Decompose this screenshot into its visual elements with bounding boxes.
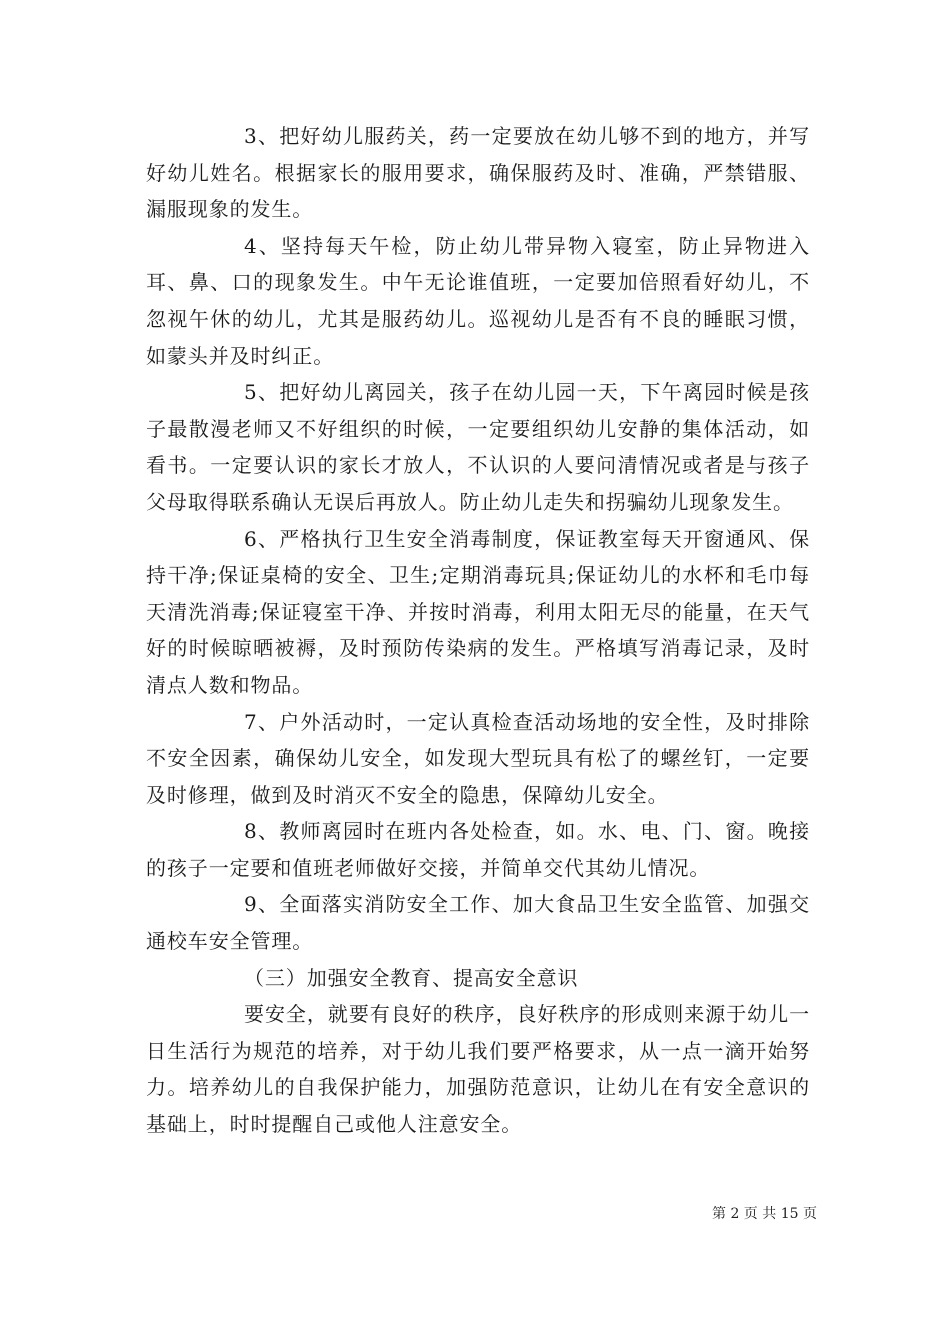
document-body: [146, 118, 810, 1143]
paragraph-item-8: 8、教师离园时在班内各处检查，如。水、电、门、窗。晚接的孩子一定要和值班老师做好交接，并简单交代其幼儿情况。: [146, 819, 810, 880]
paragraph-safety-education: 要安全，就要有良好的秩序，良好秩序的形成则来源于幼儿一日生活行为规范的培养，对于幼儿我们要严格要求，从一点一滴开始努力。培养幼儿的自我保护能力，加强防范意识，让幼儿在有安全意识的基础上，时时提醒自己或他人注意安全。: [146, 1002, 810, 1137]
paragraph-item-3: 3、把好幼儿服药关，药一定要放在幼儿够不到的地方，并写好幼儿姓名。根据家长的服用要求，确保服药及时、准确，严禁错服、漏服现象的发生。: [146, 124, 810, 222]
paragraph-item-6: 6、严格执行卫生安全消毒制度，保证教室每天开窗通风、保持干净;保证桌椅的安全、卫生;定期消毒玩具;保证幼儿的水杯和毛巾每天清洗消毒;保证寝室干净、并按时消毒，利用太阳无尽的能量，在天气好的时候晾晒被褥，及时预防传染病的发生。严格填写消毒记录，及时清点人数和物品。: [146, 526, 810, 697]
paragraph-item-9: 9、全面落实消防安全工作、加大食品卫生安全监管、加强交通校车安全管理。: [146, 892, 810, 954]
paragraph-item-7: 7、户外活动时，一定认真检查活动场地的安全性，及时排除不安全因素，确保幼儿安全，如发现大型玩具有松了的螺丝钉，一定要及时修理，做到及时消灭不安全的隐患，保障幼儿安全。: [146, 709, 810, 807]
paragraph-item-5: 5、把好幼儿离园关，孩子在幼儿园一天，下午离园时候是孩子最散漫老师又不好组织的时候，一定要组织幼儿安静的集体活动，如看书。一定要认识的家长才放人，不认识的人要问清情况或者是与孩子父母取得联系确认无误后再放人。防止幼儿走失和拐骗幼儿现象发生。: [146, 380, 810, 514]
page-number-footer: 第 2 页 共 15 页: [712, 1206, 817, 1222]
section-heading: （三）加强安全教育、提高安全意识: [244, 965, 579, 990]
paragraph-item-4: 4、坚持每天午检，防止幼儿带异物入寝室，防止异物进入耳、鼻、口的现象发生。中午无论谁值班，一定要加倍照看好幼儿，不忽视午休的幼儿，尤其是服药幼儿。巡视幼儿是否有不良的睡眠习惯，如蒙头并及时纠正。: [146, 233, 810, 368]
